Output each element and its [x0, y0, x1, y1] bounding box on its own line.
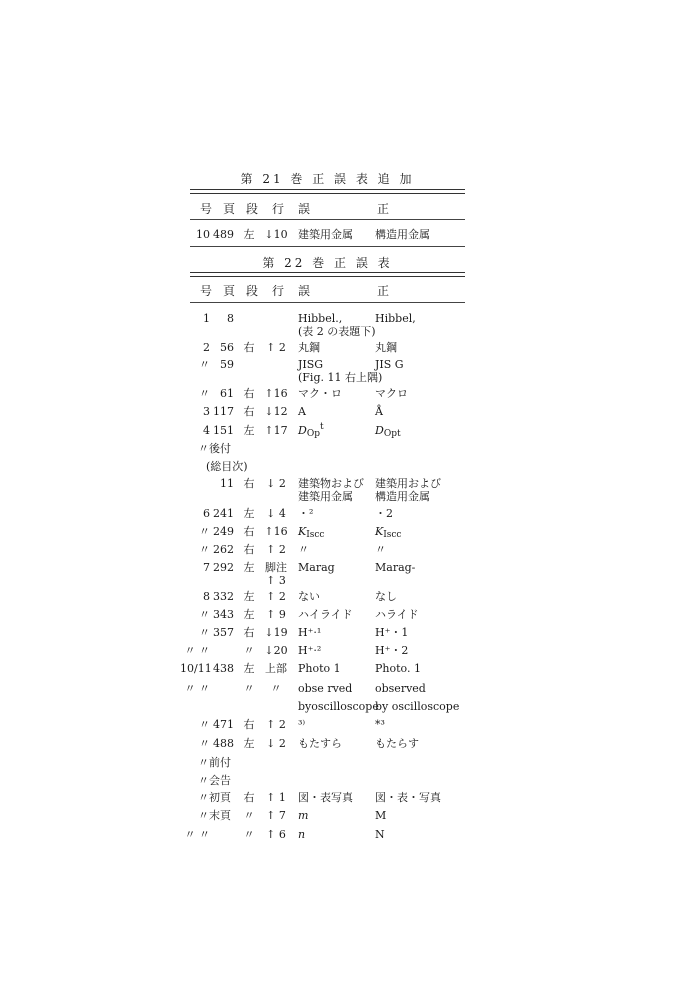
cell-page	[212, 718, 234, 731]
right-value: observed	[375, 682, 426, 695]
cell-page	[212, 228, 234, 241]
cell-page	[212, 662, 234, 675]
line-value: 〃	[270, 682, 282, 695]
cell-col	[240, 791, 258, 804]
wrong-text	[298, 700, 379, 713]
correct-text	[375, 228, 465, 241]
header-col: 段	[246, 202, 259, 216]
correct-text	[375, 405, 465, 418]
right-subscript: Opt	[383, 429, 401, 439]
cell-line	[262, 828, 290, 841]
cell-col	[240, 809, 258, 822]
correct-text	[375, 682, 465, 695]
wrong-value: n	[298, 828, 306, 841]
table22-header	[0, 282, 677, 298]
cell-no	[180, 228, 210, 241]
wrong-value: ³⁾	[298, 718, 306, 731]
col-value: 〃	[243, 644, 255, 657]
no-value: 〃	[199, 608, 210, 621]
correct-text	[375, 477, 465, 503]
wrong-value: ・²	[298, 507, 314, 520]
page-value: 61	[220, 387, 234, 400]
right-value: 丸鋼	[375, 341, 397, 354]
right-value: Marag-	[375, 561, 416, 574]
no-value: 2	[203, 341, 210, 354]
page-value: 59	[220, 358, 234, 371]
no-value: (総目次)	[206, 460, 248, 473]
wrong-text	[298, 543, 370, 556]
wrong-value: A	[298, 405, 306, 418]
col-value: 左	[243, 507, 255, 520]
right-value: ・2	[375, 507, 393, 520]
cell-no	[180, 590, 210, 603]
cell-no	[180, 682, 210, 695]
correct-text	[375, 387, 465, 400]
cell-no	[180, 626, 210, 639]
line-value: ↑ 2	[266, 543, 286, 556]
cell-line	[262, 644, 290, 657]
divider	[190, 272, 465, 277]
right-value: K	[375, 525, 384, 538]
line-value: ↑ 2	[266, 590, 286, 603]
correct-text	[375, 543, 465, 556]
cell-page	[212, 312, 234, 325]
cell-page	[212, 405, 234, 418]
correct-text	[375, 341, 465, 354]
wrong-text	[298, 662, 370, 675]
cell-col	[240, 828, 258, 841]
right-value: H⁺・2	[375, 644, 409, 657]
cell-line	[262, 809, 290, 822]
correct-text	[375, 525, 465, 540]
right-line2: 構造用金属	[375, 490, 430, 503]
right-value: Hibbel,	[375, 312, 416, 325]
cell-no	[180, 387, 210, 400]
header-line: 行	[272, 284, 285, 298]
correct-text	[375, 737, 465, 750]
wrong-text	[298, 828, 370, 841]
cell-line	[262, 405, 290, 418]
wrong-line2: (Fig. 11 右上隅)	[298, 371, 383, 384]
no-value: 8	[203, 590, 210, 603]
header-col: 段	[246, 284, 259, 298]
col-value: 右	[243, 626, 255, 639]
cell-page	[212, 507, 234, 520]
page-value: 357	[213, 626, 234, 639]
col-value: 右	[243, 718, 255, 731]
no-value: 1	[203, 312, 210, 325]
cell-no	[180, 405, 210, 418]
wrong-superscript: t	[319, 422, 324, 432]
cell-col	[240, 718, 258, 731]
wrong-value: 〃	[298, 543, 309, 556]
cell-no	[180, 662, 210, 675]
correct-text	[375, 358, 465, 371]
cell-line	[262, 477, 290, 490]
no-value: 10	[196, 228, 210, 241]
cell-col	[240, 507, 258, 520]
right-value: *³	[375, 718, 385, 731]
wrong-text	[298, 525, 370, 540]
cell-col	[240, 590, 258, 603]
no-value: 10/11	[180, 662, 212, 675]
cell-page	[212, 543, 234, 556]
table21-title: 第 21 巻 正 誤 表 追 加	[240, 172, 415, 186]
col-value: 左	[243, 737, 255, 750]
right-value: 図・表・写真	[375, 791, 441, 804]
right-value: マクロ	[375, 387, 408, 400]
col-value: 左	[243, 662, 255, 675]
cell-page	[212, 737, 234, 750]
wrong-text	[298, 387, 370, 400]
no-value: 〃 〃	[184, 644, 210, 657]
wrong-text	[298, 718, 370, 731]
no-value: 〃	[199, 358, 210, 371]
col-value: 右	[243, 543, 255, 556]
no-value: 〃	[199, 543, 210, 556]
cell-page	[212, 525, 234, 538]
page-value: 249	[213, 525, 234, 538]
line-value: ↓10	[264, 228, 288, 241]
wrong-value: H⁺·²	[298, 644, 322, 657]
cell-col	[240, 626, 258, 639]
page-value: 8	[227, 312, 234, 325]
cell-col	[240, 405, 258, 418]
correct-text	[375, 662, 465, 675]
page-value: 292	[213, 561, 234, 574]
right-value: D	[375, 424, 384, 437]
wrong-text	[298, 561, 370, 574]
no-value: 〃末頁	[198, 809, 231, 822]
divider	[190, 189, 465, 194]
wrong-value: 建築物および	[298, 477, 364, 490]
cell-no	[180, 644, 210, 657]
line-value: ↓ 4	[266, 507, 286, 520]
wrong-text	[298, 608, 370, 621]
no-value: 〃 〃	[184, 828, 210, 841]
correct-text	[375, 507, 465, 520]
right-value: H⁺・1	[375, 626, 409, 639]
right-subscript: Iscc	[383, 530, 402, 540]
wrong-value: byoscilloscope	[298, 700, 379, 713]
cell-page	[212, 608, 234, 621]
line-value: ↑16	[264, 387, 288, 400]
cell-col	[240, 341, 258, 354]
line-value: ↓20	[264, 644, 288, 657]
cell-line	[262, 507, 290, 520]
line-value: ↓ 2	[266, 477, 286, 490]
page-value: 489	[213, 228, 234, 241]
cell-line	[262, 387, 290, 400]
wrong-value: 図・表写真	[298, 791, 353, 804]
cell-col	[240, 228, 258, 241]
cell-line	[262, 228, 290, 241]
cell-col	[240, 682, 258, 695]
wrong-value: K	[298, 525, 307, 538]
wrong-text	[298, 809, 370, 822]
cell-no	[206, 460, 266, 473]
right-value: ハライド	[375, 608, 419, 621]
cell-col	[240, 608, 258, 621]
wrong-value: Photo 1	[298, 662, 341, 675]
wrong-value: Marag	[298, 561, 335, 574]
header-right: 正	[377, 284, 390, 298]
right-value: もたらす	[375, 737, 419, 750]
wrong-value: マク・ロ	[298, 387, 342, 400]
correct-text	[375, 828, 465, 841]
line-value: ↑16	[264, 525, 288, 538]
cell-col	[240, 525, 258, 538]
cell-line	[262, 682, 290, 695]
col-value: 〃	[243, 682, 255, 695]
correct-text	[375, 608, 465, 621]
col-value: 右	[243, 525, 255, 538]
correct-text	[375, 590, 465, 603]
col-value: 左	[243, 608, 255, 621]
no-value: 〃 〃	[184, 682, 210, 695]
page-value: 488	[213, 737, 234, 750]
cell-line	[262, 608, 290, 621]
right-value: Photo. 1	[375, 662, 421, 675]
cell-line	[262, 561, 290, 587]
right-value: 建築用および	[375, 477, 441, 490]
cell-col	[240, 561, 258, 574]
line-value: ↓19	[264, 626, 288, 639]
wrong-text	[298, 590, 370, 603]
wrong-value: JISG	[298, 358, 324, 371]
cell-line	[262, 525, 290, 538]
no-value: 〃前付	[198, 756, 231, 769]
cell-line	[262, 543, 290, 556]
wrong-subscript: Iscc	[306, 530, 325, 540]
wrong-text	[298, 358, 383, 384]
right-value: by oscilloscope	[375, 700, 460, 713]
line-value: ↑ 2	[266, 718, 286, 731]
line-value: ↑ 2	[266, 341, 286, 354]
right-value: 〃	[375, 543, 386, 556]
no-value: 〃	[199, 387, 210, 400]
page-value: 262	[213, 543, 234, 556]
page-value: 332	[213, 590, 234, 603]
cell-no	[180, 358, 210, 371]
no-value: 3	[203, 405, 210, 418]
no-value: 〃	[199, 718, 210, 731]
table22-title: 第 22 巻 正 誤 表	[262, 256, 393, 270]
line-value: 上部	[265, 662, 287, 675]
line-value: ↓ 2	[266, 737, 286, 750]
header-page: 頁	[223, 284, 236, 298]
cell-page	[212, 626, 234, 639]
wrong-text	[298, 228, 370, 241]
page-value: 438	[213, 662, 234, 675]
cell-col	[240, 737, 258, 750]
cell-no	[180, 312, 210, 325]
right-value: 構造用金属	[375, 228, 430, 241]
col-value: 左	[243, 424, 255, 437]
cell-no	[180, 828, 210, 841]
cell-page	[212, 477, 234, 490]
page-value: 117	[213, 405, 234, 418]
right-value: なし	[375, 590, 397, 603]
wrong-text	[298, 507, 370, 520]
col-value: 〃	[243, 809, 255, 822]
cell-col	[240, 644, 258, 657]
col-value: 右	[243, 477, 255, 490]
line-value: ↑ 9	[266, 608, 286, 621]
cell-no	[180, 718, 210, 731]
wrong-value: D	[298, 424, 307, 437]
wrong-line2: 建築用金属	[298, 490, 353, 503]
cell-page	[212, 358, 234, 371]
wrong-text	[298, 477, 370, 503]
right-value: JIS G	[375, 358, 404, 371]
wrong-text	[298, 737, 370, 750]
cell-no	[180, 341, 210, 354]
no-value: 4	[203, 424, 210, 437]
header-line: 行	[272, 202, 285, 216]
page-value: 11	[220, 477, 234, 490]
correct-text	[375, 791, 465, 804]
cell-no	[180, 543, 210, 556]
no-value: 〃	[199, 626, 210, 639]
wrong-subscript: Op	[306, 429, 320, 439]
page-value: 56	[220, 341, 234, 354]
right-value: M	[375, 809, 387, 822]
wrong-text	[298, 626, 370, 639]
right-value: N	[375, 828, 385, 841]
header-page: 頁	[223, 202, 236, 216]
page-value: 343	[213, 608, 234, 621]
line-value: ↑ 7	[266, 809, 286, 822]
cell-no	[180, 561, 210, 574]
wrong-text	[298, 682, 370, 695]
no-value: 〃	[199, 525, 210, 538]
no-value: 6	[203, 507, 210, 520]
correct-text	[375, 561, 465, 574]
cell-no	[180, 525, 210, 538]
cell-line	[262, 718, 290, 731]
wrong-value: 丸鋼	[298, 341, 320, 354]
line-value: ↑ 1	[266, 791, 286, 804]
header-no: 号	[200, 284, 213, 298]
wrong-value: Hibbel.,	[298, 312, 343, 325]
correct-text	[375, 644, 465, 657]
wrong-value: もたすら	[298, 737, 342, 750]
divider	[190, 302, 465, 303]
cell-col	[240, 662, 258, 675]
divider	[190, 219, 465, 220]
table21-header	[0, 200, 677, 216]
cell-no	[198, 442, 258, 455]
cell-no	[198, 756, 258, 769]
no-value: 〃後付	[198, 442, 231, 455]
cell-col	[240, 477, 258, 490]
correct-text	[375, 626, 465, 639]
cell-line	[262, 791, 290, 804]
cell-no	[180, 737, 210, 750]
cell-line	[262, 341, 290, 354]
cell-line	[262, 737, 290, 750]
col-value: 〃	[243, 828, 255, 841]
no-value: 〃	[199, 737, 210, 750]
cell-line	[262, 590, 290, 603]
cell-col	[240, 387, 258, 400]
wrong-value: ハイライド	[298, 608, 353, 621]
cell-line	[262, 424, 290, 437]
no-value: 〃会告	[198, 774, 231, 787]
cell-page	[212, 341, 234, 354]
col-value: 左	[243, 561, 255, 574]
cell-line	[262, 626, 290, 639]
cell-no	[180, 507, 210, 520]
line-value: 脚注	[265, 561, 287, 574]
correct-text	[375, 809, 465, 822]
wrong-text	[298, 644, 370, 657]
wrong-value: m	[298, 809, 309, 822]
no-value: 7	[203, 561, 210, 574]
cell-line	[262, 662, 290, 675]
cell-page	[212, 424, 234, 437]
wrong-text	[298, 341, 370, 354]
wrong-value: 建築用金属	[298, 228, 353, 241]
cell-no	[180, 608, 210, 621]
header-wrong: 誤	[298, 284, 311, 298]
wrong-text	[298, 791, 370, 804]
col-value: 右	[243, 387, 255, 400]
page-value: 471	[213, 718, 234, 731]
wrong-value: ない	[298, 590, 320, 603]
col-value: 右	[243, 405, 255, 418]
col-value: 左	[243, 590, 255, 603]
page-value: 151	[213, 424, 234, 437]
header-wrong: 誤	[298, 202, 311, 216]
line-value: ↑ 6	[266, 828, 286, 841]
page-value: 241	[213, 507, 234, 520]
divider	[190, 246, 465, 247]
cell-page	[212, 561, 234, 574]
cell-col	[240, 424, 258, 437]
correct-text	[375, 718, 465, 731]
col-value: 右	[243, 791, 255, 804]
cell-col	[240, 543, 258, 556]
line-value: ↑17	[264, 424, 288, 437]
cell-no	[180, 424, 210, 437]
wrong-value: obse rved	[298, 682, 353, 695]
wrong-text	[298, 312, 376, 338]
cell-page	[212, 387, 234, 400]
col-value: 右	[243, 341, 255, 354]
wrong-value: H⁺·¹	[298, 626, 322, 639]
cell-page	[212, 590, 234, 603]
col-value: 左	[243, 228, 255, 241]
correct-text	[375, 312, 465, 325]
wrong-text	[298, 424, 370, 439]
cell-no	[198, 774, 258, 787]
wrong-text	[298, 405, 370, 418]
header-right: 正	[377, 202, 390, 216]
header-no: 号	[200, 202, 213, 216]
line-line2: ↑ 3	[266, 574, 286, 587]
line-value: ↓12	[264, 405, 288, 418]
correct-text	[375, 700, 465, 713]
correct-text	[375, 424, 465, 439]
right-value: Å	[375, 405, 383, 418]
no-value: 〃初頁	[198, 791, 231, 804]
wrong-line2: (表 2 の表題下)	[298, 325, 376, 338]
